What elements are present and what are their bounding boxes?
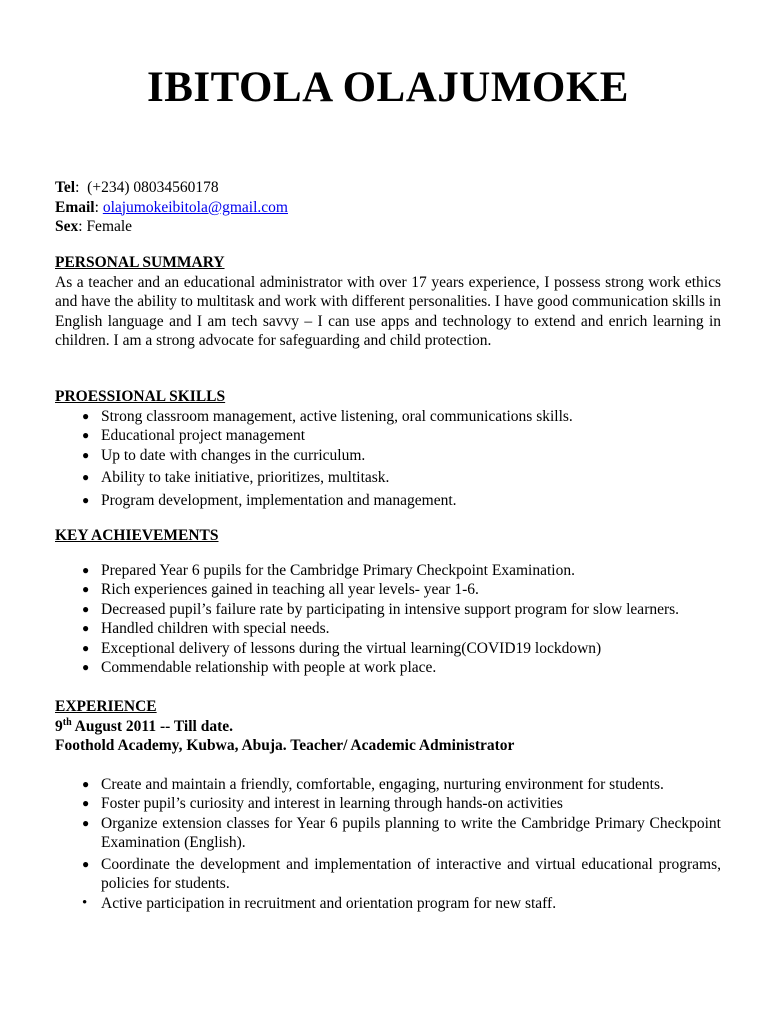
list-item: • Active participation in recruitment and orientation program for new staff. bbox=[82, 894, 557, 912]
bullet-icon: ● bbox=[82, 640, 90, 655]
bullet-icon: ● bbox=[82, 660, 90, 674]
sex-value: Female bbox=[86, 218, 133, 235]
bullet-icon: ● bbox=[82, 776, 90, 791]
list-item: ● Ability to take initiative, prioritizes, multitask. bbox=[82, 469, 390, 486]
list-item: ● Strong classroom management, active listening, oral communications skills. bbox=[82, 407, 573, 425]
email-label: Email bbox=[55, 198, 95, 216]
tel-line: Tel: (+234) 08034560178 bbox=[55, 179, 219, 196]
list-item: ● Commendable relationship with people at work place. bbox=[82, 659, 437, 676]
email-line: Email: olajumokeibitola@gmail.com bbox=[55, 198, 288, 216]
tel-label: Tel bbox=[55, 179, 76, 196]
contact-block bbox=[55, 178, 288, 237]
personal-summary-heading: PERSONAL SUMMARY bbox=[55, 254, 225, 271]
achievements-list bbox=[55, 561, 721, 678]
list-item: ● Up to date with changes in the curriculum. bbox=[82, 446, 366, 464]
list-item: ● Rich experiences gained in teaching all year levels- year 1-6. bbox=[82, 581, 479, 598]
list-item: ● Organize extension classes for Year 6 pupils planning to write the Cambridge Primary Checkpoint Examination (English). bbox=[82, 814, 721, 851]
bullet-icon: ● bbox=[82, 856, 90, 871]
list-item: ● Decreased pupil’s failure rate by participating in intensive support program for slow learners. bbox=[82, 600, 680, 618]
bullet-icon: • bbox=[82, 894, 88, 911]
bullet-icon: ● bbox=[82, 621, 90, 635]
bullet-icon: ● bbox=[82, 492, 90, 507]
bullet-icon: ● bbox=[82, 815, 90, 830]
bullet-icon: ● bbox=[82, 447, 90, 462]
bullet-icon: ● bbox=[82, 601, 90, 616]
bullet-icon: ● bbox=[82, 428, 90, 442]
list-item: ● Foster pupil’s curiosity and interest in learning through hands-on activities bbox=[82, 795, 563, 812]
skills-list bbox=[55, 407, 721, 511]
bullet-icon: ● bbox=[82, 796, 90, 810]
email-link[interactable]: olajumokeibitola@gmail.com bbox=[102, 198, 288, 216]
sex-line: Sex: Female bbox=[55, 218, 133, 235]
personal-summary-section bbox=[55, 253, 721, 351]
list-item: ● Prepared Year 6 pupils for the Cambridge Primary Checkpoint Examination. bbox=[82, 561, 575, 579]
list-item: ● Handled children with special needs. bbox=[82, 620, 330, 637]
experience-date: 9th August 2011 -- Till date. bbox=[55, 716, 234, 735]
candidate-name: IBITOLA OLAJUMOKE bbox=[146, 64, 629, 111]
experience-heading: EXPERIENCE bbox=[55, 698, 157, 715]
experience-employer: Foothold Academy, Kubwa, Abuja. Teacher/ Academic Administrator bbox=[55, 737, 515, 754]
experience-duties-list bbox=[55, 775, 721, 914]
list-item: ● Exceptional delivery of lessons during the virtual learning(COVID19 lockdown) bbox=[82, 639, 602, 657]
bullet-icon: ● bbox=[82, 408, 90, 423]
list-item: ● Educational project management bbox=[82, 427, 305, 444]
skills-heading: PROESSIONAL SKILLS bbox=[55, 388, 226, 405]
tel-value: (+234) 08034560178 bbox=[87, 179, 219, 196]
list-item: ● Create and maintain a friendly, comfortable, engaging, nurturing environment for students. bbox=[82, 775, 664, 793]
list-item: ● Program development, implementation and management. bbox=[82, 491, 457, 509]
experience-section bbox=[55, 697, 721, 913]
achievements-section bbox=[55, 526, 721, 678]
bullet-icon: ● bbox=[82, 470, 90, 484]
skills-section bbox=[55, 387, 721, 510]
achievements-heading: KEY ACHIEVEMENTS bbox=[55, 527, 219, 544]
bullet-icon: ● bbox=[82, 582, 90, 596]
sex-label: Sex bbox=[55, 218, 79, 235]
bullet-icon: ● bbox=[82, 562, 90, 577]
personal-summary-text: As a teacher and an educational administrator with over 17 years experience, I possess strong work ethics and have the ability to multitask and work with different personalities. I have good communication skills in English language and I am tech savvy – I can use apps and technology to extend and enrich learning in children. I am a strong advocate for safeguarding and child protection. bbox=[55, 273, 721, 349]
list-item: ● Coordinate the development and implementation of interactive and virtual educational programs, policies for students. bbox=[82, 855, 721, 892]
